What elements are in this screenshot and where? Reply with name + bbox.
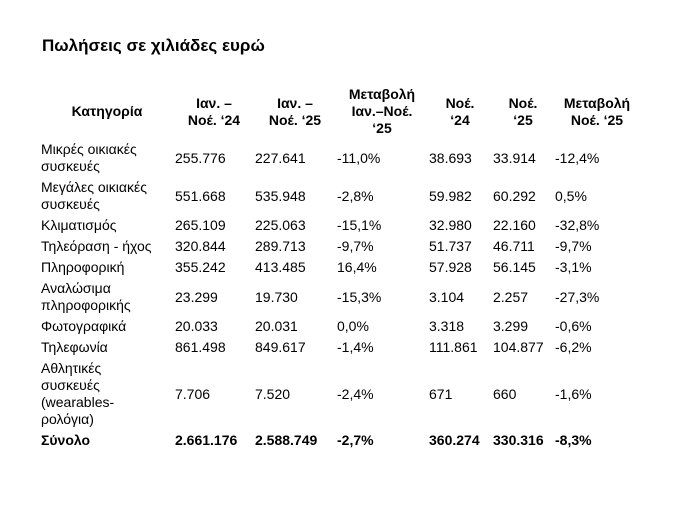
value-cell: 19.730 <box>255 288 298 305</box>
value-cell: 3.299 <box>493 318 529 334</box>
value-cell: 2.257 <box>493 288 529 305</box>
value-cell: 33.914 <box>493 149 536 166</box>
total-row <box>40 430 640 451</box>
value-cell: 413.485 <box>255 259 306 275</box>
change-cell: 0,0% <box>337 318 369 334</box>
category-cell: Φωτογραφικά <box>41 318 127 334</box>
change-cell: -15,1% <box>337 217 382 233</box>
value-cell: 320.844 <box>175 238 226 254</box>
value-cell: 225.063 <box>255 217 306 233</box>
table-row <box>40 278 640 316</box>
total-value: 330.316 <box>493 432 544 448</box>
table-row <box>40 177 640 215</box>
sales-table <box>40 84 640 451</box>
change-cell: -27,3% <box>555 288 600 305</box>
change-cell: -9,7% <box>337 238 374 254</box>
value-cell: 60.292 <box>493 187 536 204</box>
change-cell: -2,4% <box>337 385 374 402</box>
change-cell: 0,5% <box>555 187 587 204</box>
header-row <box>40 84 640 139</box>
value-cell: 3.104 <box>429 288 465 305</box>
change-cell: -1,4% <box>337 339 374 355</box>
header-change-jan-nov-25: Μεταβολή Ιαν.–Νοέ. ‘25 <box>348 86 416 136</box>
change-cell: -0,6% <box>555 318 592 334</box>
header-category: Κατηγορία <box>71 103 143 119</box>
value-cell: 56.145 <box>493 259 536 275</box>
value-cell: 20.031 <box>255 318 298 334</box>
header-change-nov-25: Μεταβολή Νοέ. ‘25 <box>563 94 631 128</box>
value-cell: 22.160 <box>493 217 536 233</box>
value-cell: 355.242 <box>175 259 226 275</box>
value-cell: 7.520 <box>255 385 291 402</box>
header-nov-24: Νοέ. ‘24 <box>445 94 475 128</box>
total-label: Σύνολο <box>41 432 91 448</box>
header-jan-nov-25: Ιαν. – Νοέ. ‘25 <box>268 94 322 128</box>
change-cell: -15,3% <box>337 288 382 305</box>
category-cell: Αθλητικές συσκευές (wearables- ρολόγια) <box>41 360 115 427</box>
value-cell: 38.693 <box>429 149 472 166</box>
value-cell: 57.928 <box>429 259 472 275</box>
value-cell: 111.861 <box>429 339 478 355</box>
change-cell: 16,4% <box>337 259 377 275</box>
value-cell: 23.299 <box>175 288 218 305</box>
total-change: -2,7% <box>337 432 374 448</box>
value-cell: 46.711 <box>493 238 535 254</box>
table-row <box>40 215 640 236</box>
value-cell: 32.980 <box>429 217 472 233</box>
value-cell: 551.668 <box>175 187 226 204</box>
total-value: 2.588.749 <box>255 432 318 448</box>
total-value: 2.661.176 <box>175 432 238 448</box>
change-cell: -3,1% <box>555 259 592 275</box>
category-cell: Τηλεφωνία <box>41 339 108 355</box>
change-cell: -12,4% <box>555 149 600 166</box>
table-row <box>40 139 640 177</box>
value-cell: 660 <box>493 385 517 402</box>
table-row <box>40 236 640 257</box>
change-cell: -1,6% <box>555 385 592 402</box>
value-cell: 104.877 <box>493 339 544 355</box>
category-cell: Μικρές οικιακές συσκευές <box>41 141 137 174</box>
value-cell: 59.982 <box>429 187 472 204</box>
change-cell: -9,7% <box>555 238 592 254</box>
change-cell: -11,0% <box>337 149 381 166</box>
value-cell: 3.318 <box>429 318 465 334</box>
value-cell: 849.617 <box>255 339 306 355</box>
page-title: Πωλήσεις σε χιλιάδες ευρώ <box>42 36 265 55</box>
value-cell: 20.033 <box>175 318 218 334</box>
total-change: -8,3% <box>555 432 592 448</box>
table-row <box>40 337 640 358</box>
total-value: 360.274 <box>429 432 480 448</box>
value-cell: 671 <box>429 385 453 402</box>
category-cell: Πληροφορική <box>41 259 125 275</box>
header-jan-nov-24: Ιαν. – Νοέ. ‘24 <box>187 94 241 128</box>
change-cell: -6,2% <box>555 339 592 355</box>
category-cell: Αναλώσιμα πληροφορικής <box>41 280 131 313</box>
value-cell: 535.948 <box>255 187 306 204</box>
value-cell: 255.776 <box>175 149 226 166</box>
value-cell: 227.641 <box>255 149 306 166</box>
category-cell: Μεγάλες οικιακές συσκευές <box>41 179 147 212</box>
table-row <box>40 316 640 337</box>
change-cell: -2,8% <box>337 187 374 204</box>
category-cell: Τηλεόραση - ήχος <box>41 238 152 254</box>
value-cell: 51.737 <box>429 238 472 254</box>
table-row <box>40 358 640 430</box>
category-cell: Κλιματισμός <box>41 217 117 233</box>
value-cell: 7.706 <box>175 385 211 402</box>
change-cell: -32,8% <box>555 217 600 233</box>
value-cell: 861.498 <box>175 339 226 355</box>
header-nov-25: Νοέ. ‘25 <box>508 94 538 128</box>
value-cell: 289.713 <box>255 238 306 254</box>
value-cell: 265.109 <box>175 217 226 233</box>
table-row <box>40 257 640 278</box>
